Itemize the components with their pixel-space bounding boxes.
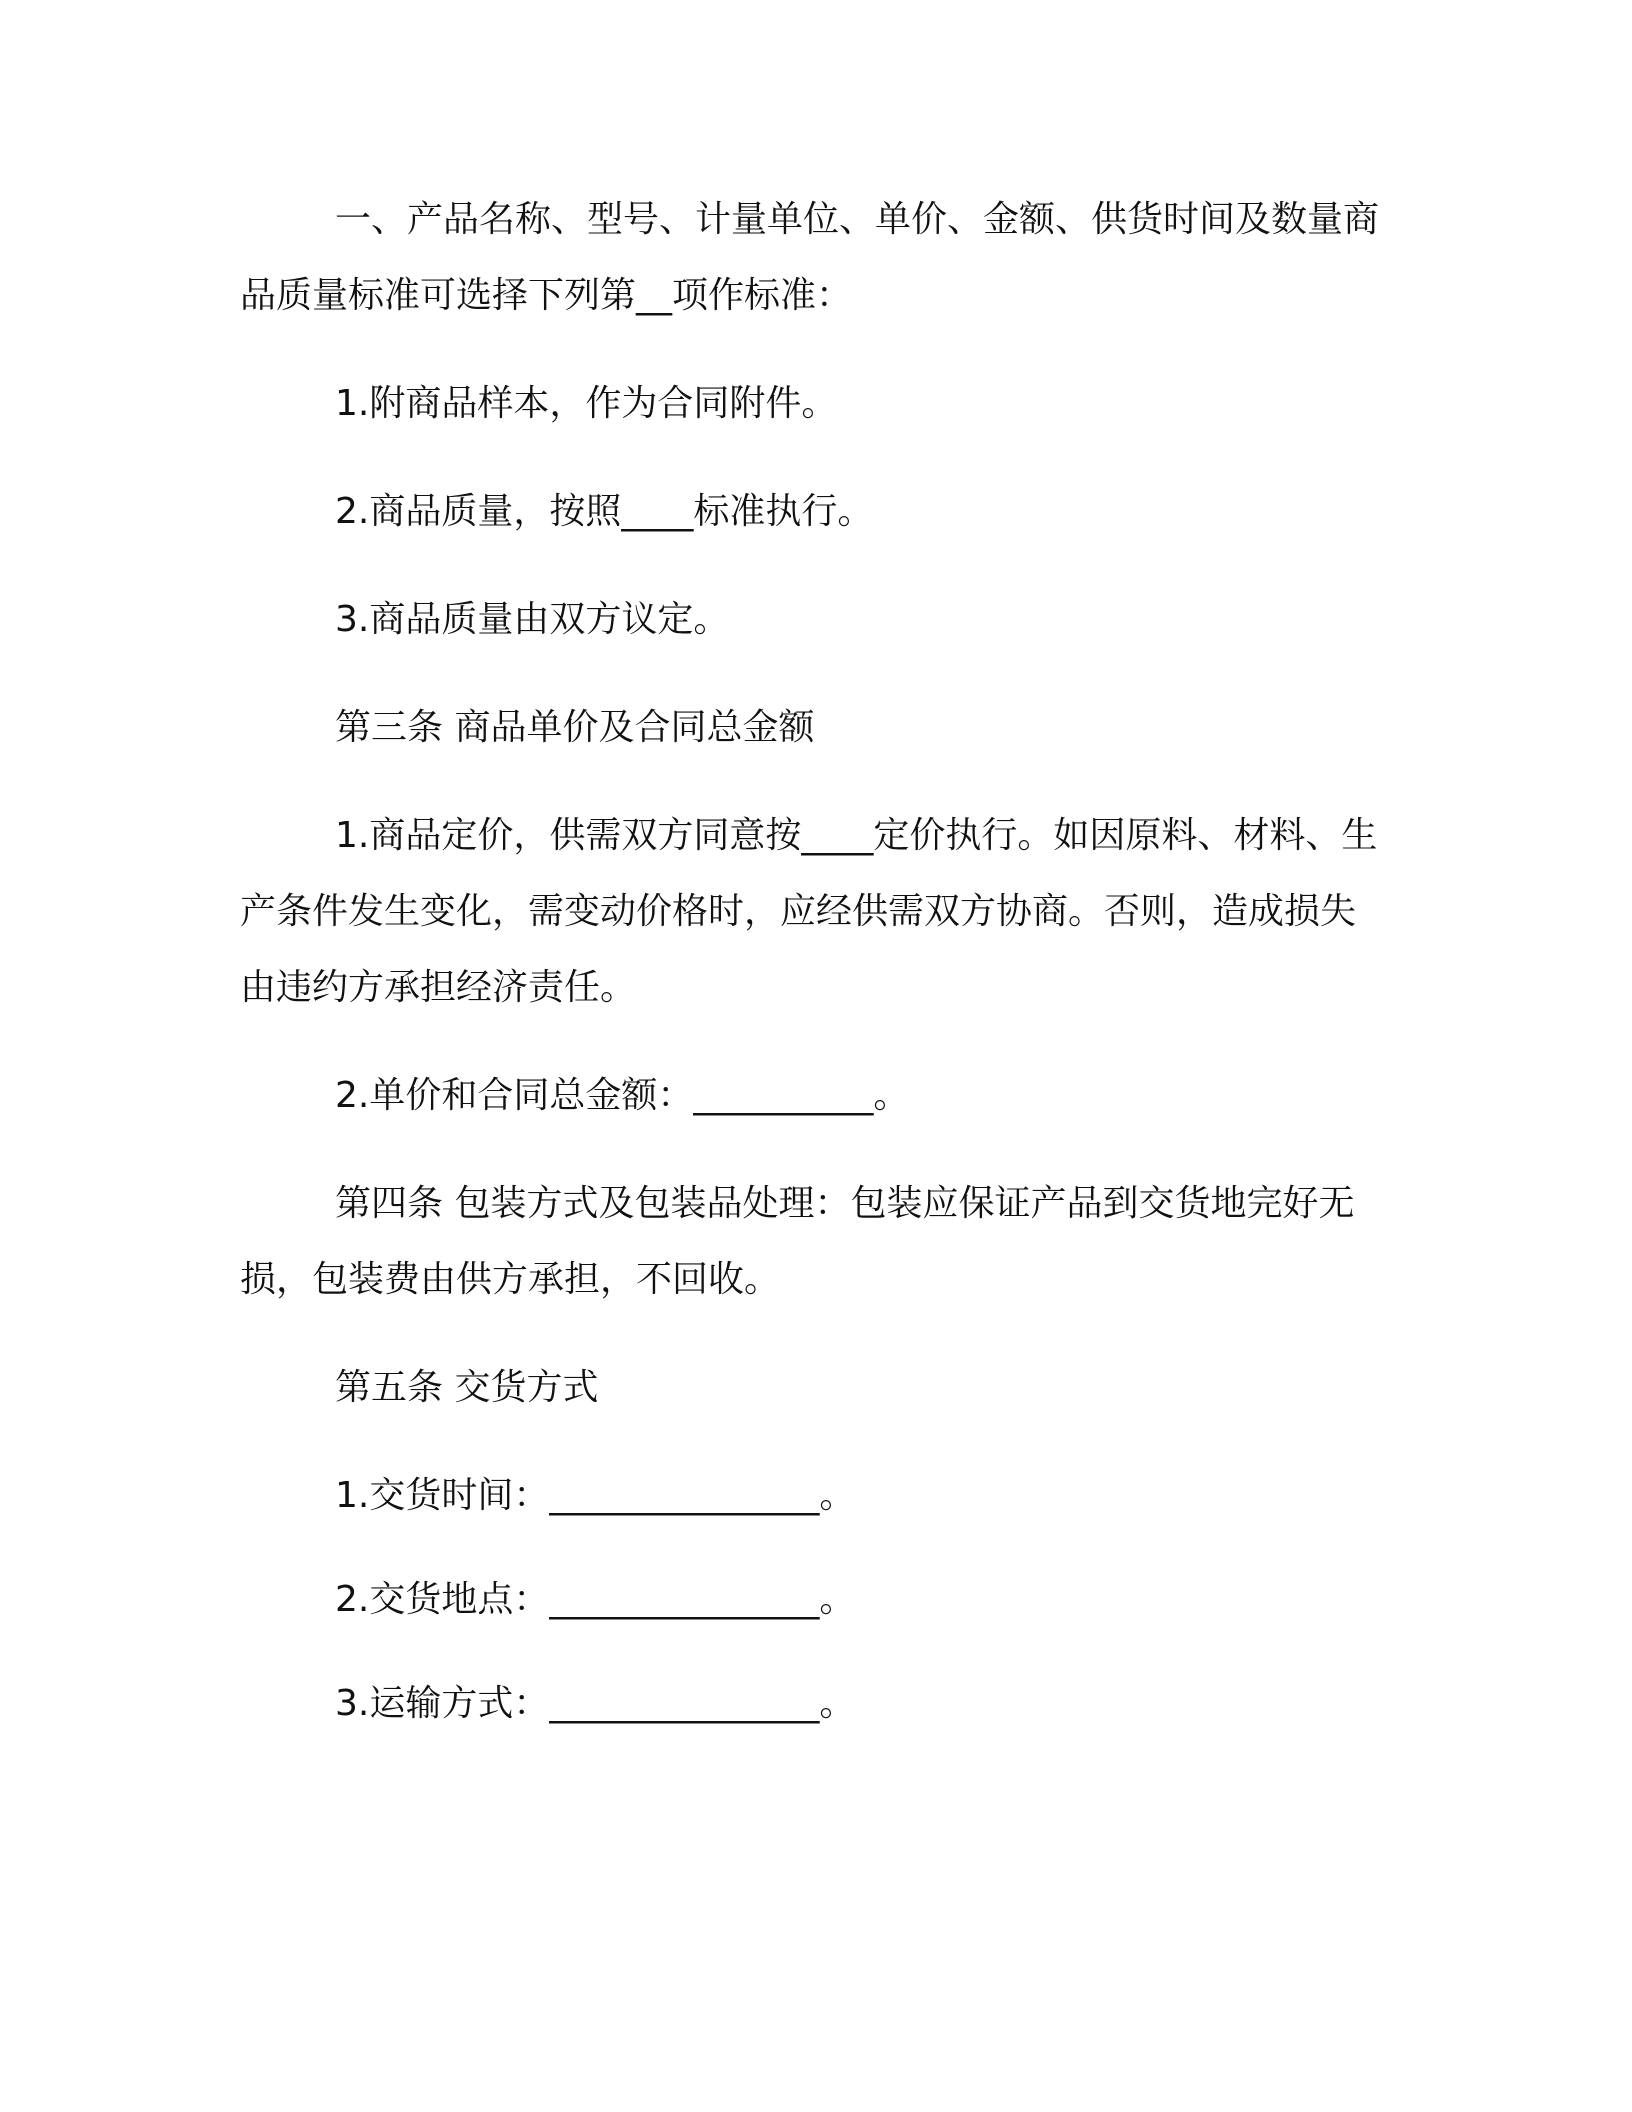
document-body bbox=[240, 182, 1390, 1770]
paragraph-delivery-location: 2.交货地点：_______________。 bbox=[335, 1579, 856, 1620]
paragraph-quality-option-1: 1.附商品样本，作为合同附件。 bbox=[335, 383, 838, 424]
paragraph-delivery-time: 1.交货时间：_______________。 bbox=[335, 1475, 856, 1516]
paragraph-transport-method: 3.运输方式：_______________。 bbox=[335, 1683, 856, 1724]
paragraph-quality-option-3: 3.商品质量由双方议定。 bbox=[335, 599, 730, 640]
heading-article-5: 第五条 交货方式 bbox=[335, 1367, 599, 1408]
paragraph-quality-option-2: 2.商品质量，按照____标准执行。 bbox=[335, 491, 874, 532]
paragraph-article-4-packaging: 第四条 包装方式及包装品处理：包装应保证产品到交货地完好无损，包装费由供方承担，不回收。 bbox=[240, 1183, 1355, 1300]
heading-article-3: 第三条 商品单价及合同总金额 bbox=[335, 707, 815, 748]
paragraph-pricing: 1.商品定价，供需双方同意按____定价执行。如因原料、材料、生产条件发生变化，需变动价格时，应经供需双方协商。否则，造成损失由违约方承担经济责任。 bbox=[240, 815, 1378, 1008]
paragraph-product-quality-standard: 一、产品名称、型号、计量单位、单价、金额、供货时间及数量商品质量标准可选择下列第__项作标准： bbox=[240, 199, 1380, 316]
paragraph-total-amount: 2.单价和合同总金额：__________。 bbox=[335, 1075, 910, 1116]
